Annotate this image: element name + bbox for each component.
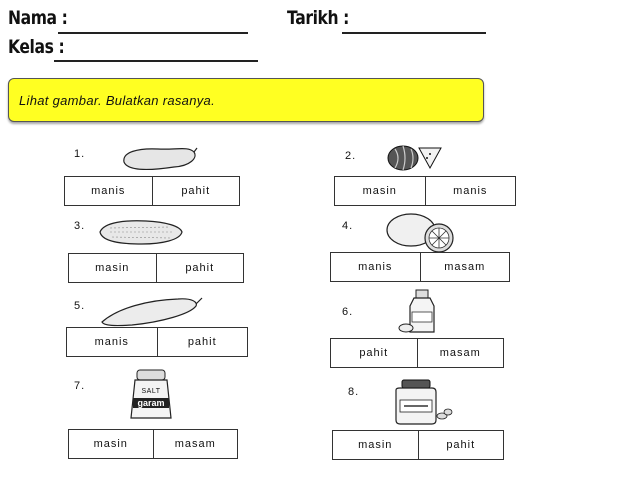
- item-1-option-2[interactable]: pahit: [181, 185, 211, 197]
- class-blank-line[interactable]: [54, 60, 258, 62]
- item-1-options: [64, 176, 240, 206]
- salt-shaker-icon: [123, 368, 179, 422]
- item-6-options: [330, 338, 504, 368]
- item-2-options: [334, 176, 516, 206]
- salt-label: SALT: [141, 388, 161, 395]
- class-label: Kelas :: [8, 36, 65, 58]
- item-7-options: [68, 429, 238, 459]
- watermelon-icon: [385, 140, 445, 174]
- item-6-number: 6.: [342, 306, 354, 318]
- date-blank-line[interactable]: [342, 32, 486, 34]
- item-3-number: 3.: [74, 220, 86, 232]
- item-8-options: [332, 430, 504, 460]
- item-8-number: 8.: [348, 386, 360, 398]
- item-1-number: 1.: [74, 148, 86, 160]
- item-1-option-1[interactable]: manis: [65, 177, 153, 205]
- instruction-text: Lihat gambar. Bulatkan rasanya.: [19, 93, 215, 108]
- item-7-option-1[interactable]: masin: [69, 430, 154, 458]
- item-5-number: 5.: [74, 300, 86, 312]
- item-7-number: 7.: [74, 380, 86, 392]
- item-8-option-1[interactable]: masin: [333, 431, 419, 459]
- item-6-option-2[interactable]: masam: [439, 347, 481, 359]
- item-5-option-2[interactable]: pahit: [187, 336, 217, 348]
- item-2-number: 2.: [345, 150, 357, 162]
- item-4-option-2[interactable]: masam: [444, 261, 486, 273]
- item-5-options: [66, 327, 248, 357]
- cucumber-icon: [96, 216, 186, 248]
- bitter-gourd-icon: [98, 292, 206, 330]
- item-3-option-1[interactable]: masin: [69, 254, 157, 282]
- garam-label: garam: [137, 398, 165, 408]
- item-2-option-1[interactable]: masin: [335, 177, 426, 205]
- item-2-option-2[interactable]: manis: [453, 185, 488, 197]
- item-4-options: [330, 252, 510, 282]
- item-8-option-2[interactable]: pahit: [446, 439, 476, 451]
- item-7-option-2[interactable]: masam: [174, 438, 216, 450]
- item-4-number: 4.: [342, 220, 354, 232]
- name-blank-line[interactable]: [58, 32, 248, 34]
- date-label: Tarikh :: [287, 7, 349, 29]
- medicine-bottle-icon: [398, 288, 444, 336]
- item-3-option-2[interactable]: pahit: [185, 262, 215, 274]
- item-5-option-1[interactable]: manis: [67, 328, 158, 356]
- name-label: Nama :: [8, 7, 68, 29]
- lemon-icon: [383, 210, 461, 254]
- instruction-box: [8, 78, 484, 122]
- item-6-option-1[interactable]: pahit: [331, 339, 418, 367]
- pickle-jar-icon: [388, 378, 454, 426]
- item-4-option-1[interactable]: manis: [331, 253, 421, 281]
- item-3-options: [68, 253, 244, 283]
- gourd-icon: [118, 140, 198, 174]
